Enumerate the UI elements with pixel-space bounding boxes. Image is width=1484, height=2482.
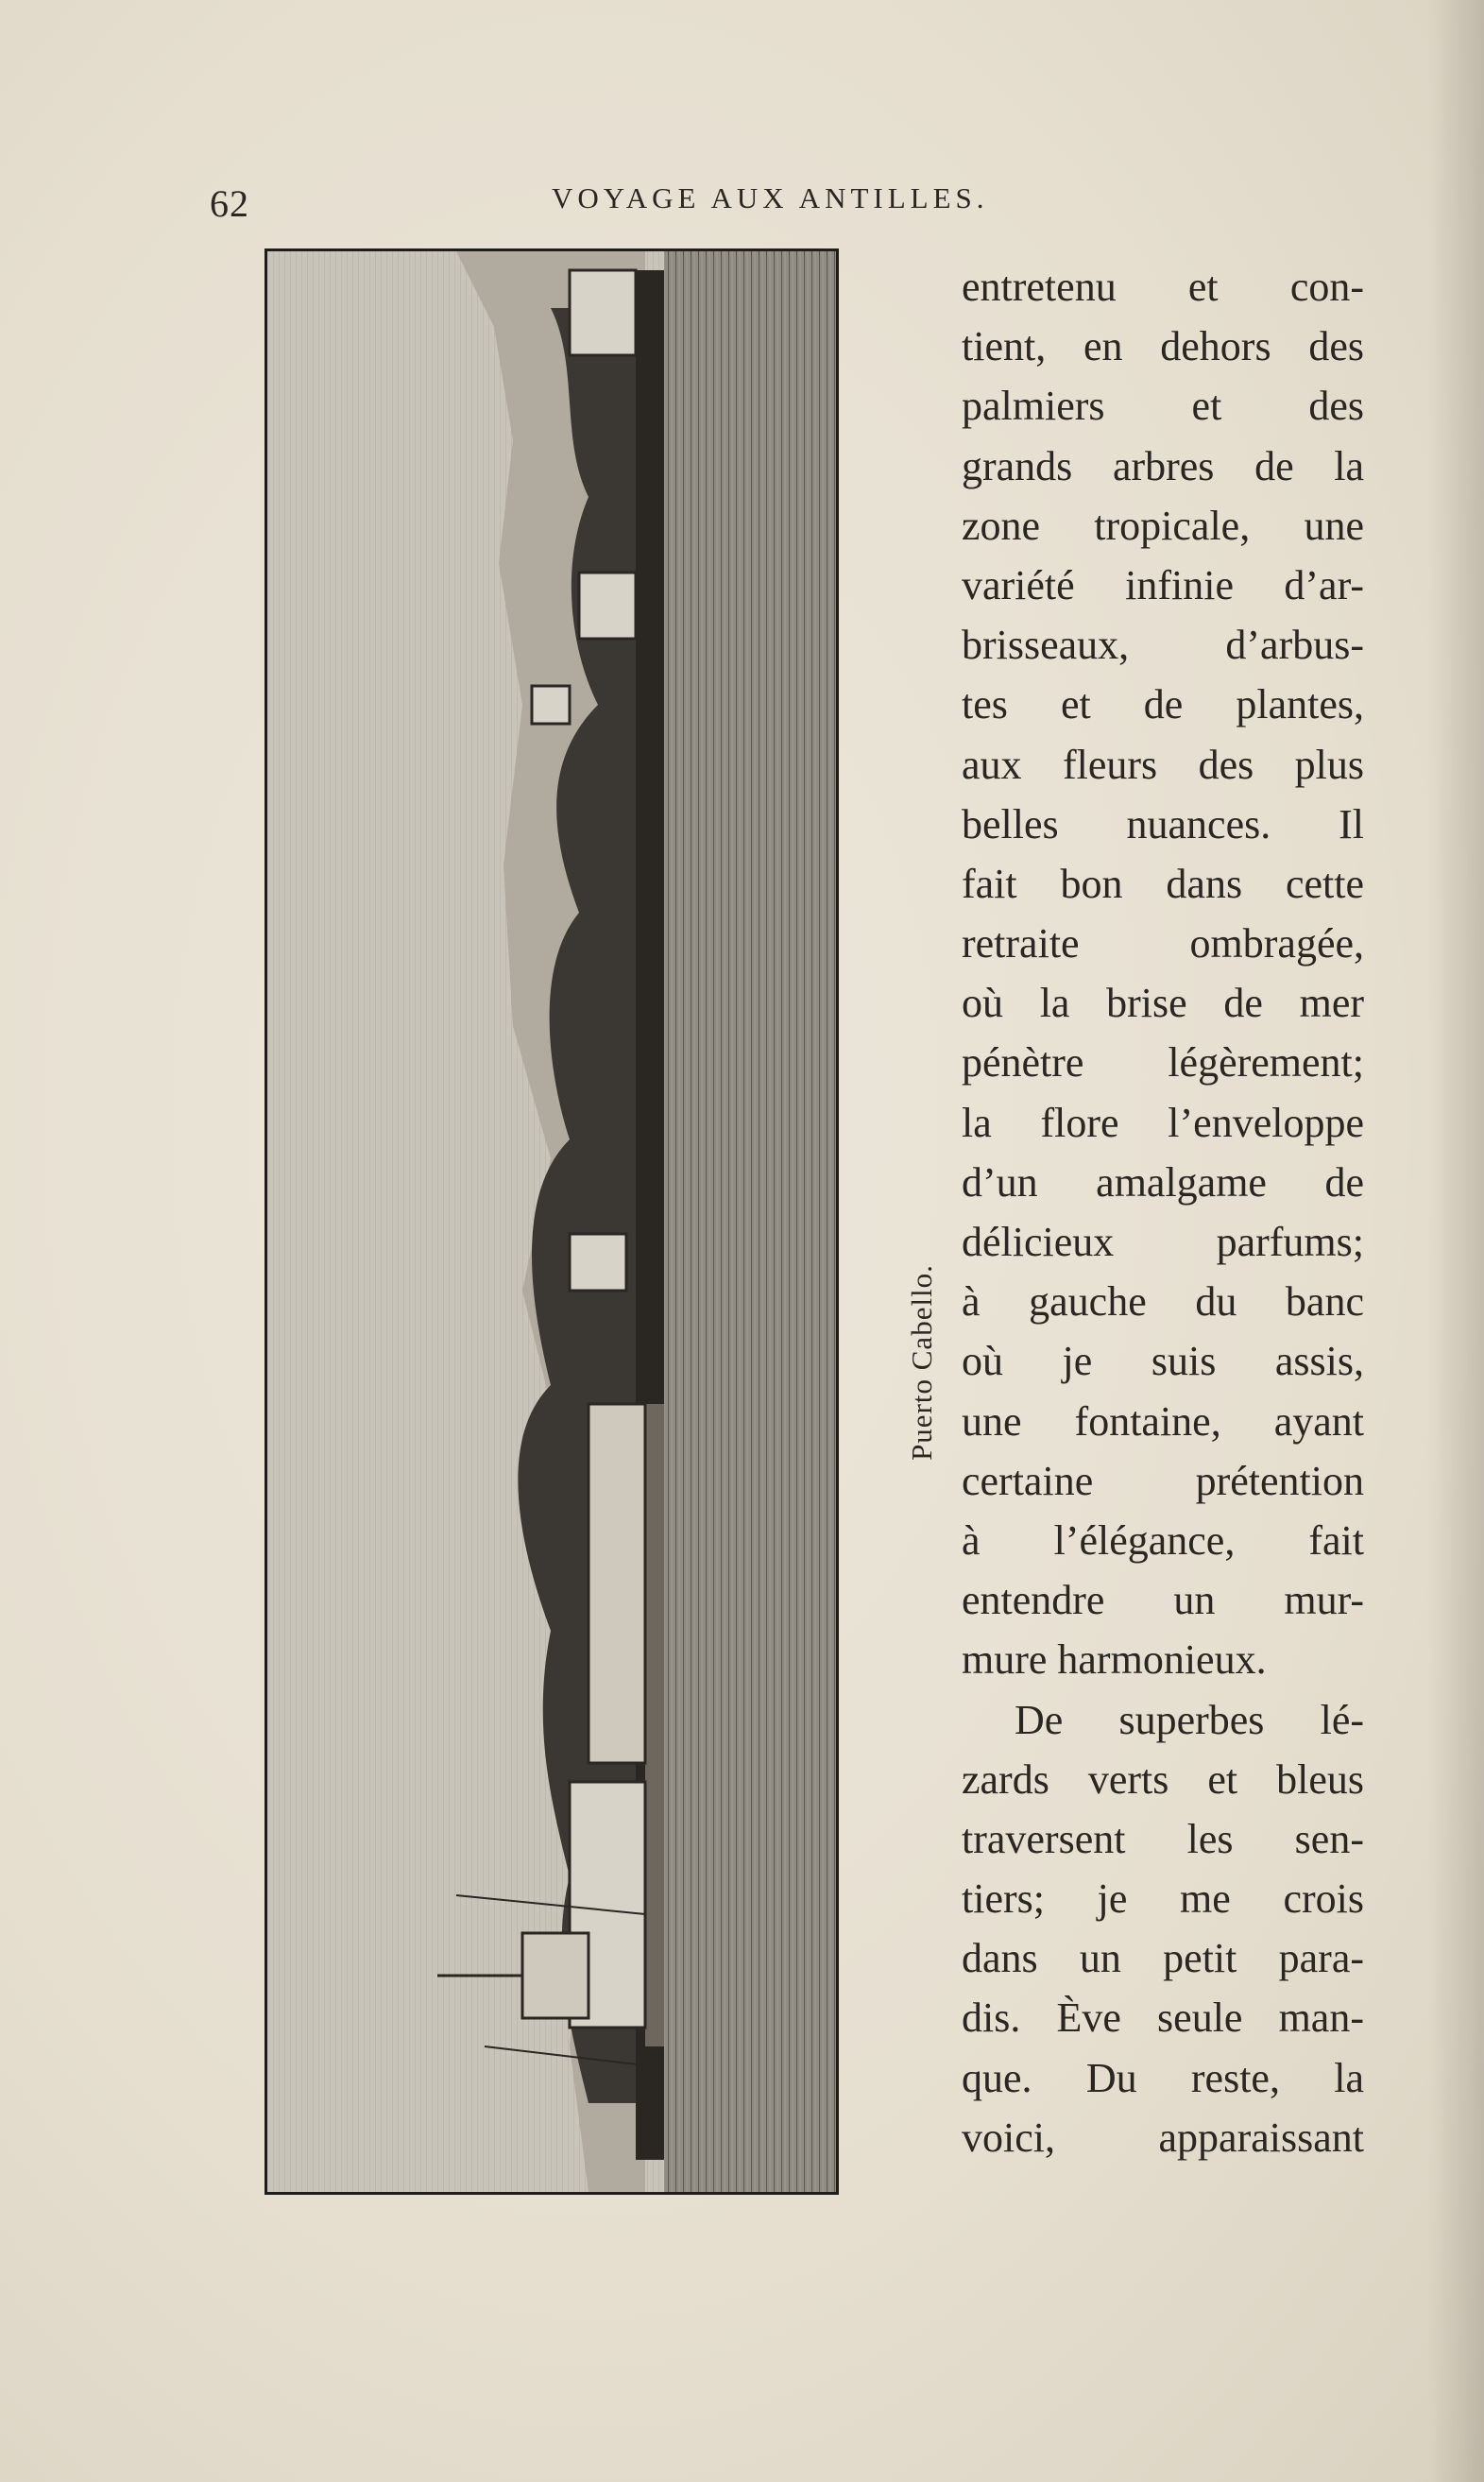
text-line: certaine prétention [962,1457,1364,1504]
text-line: fait bon dans cette [962,860,1364,907]
text-line: d’un amalgame de [962,1158,1364,1206]
text-line: retraite ombragée, [962,920,1364,967]
text-line: entendre un mur- [962,1577,1364,1624]
body-text-column [962,257,1364,2167]
engraving-puerto-cabello [264,248,839,2195]
text-line: à gauche du banc [962,1278,1364,1326]
text-line: zone tropicale, une [962,502,1364,549]
gutter-shadow [1427,0,1484,2482]
text-line: voici, apparaissant [962,2114,1364,2161]
text-line: où je suis assis, [962,1338,1364,1385]
text-line: tient, en dehors des [962,323,1364,370]
text-line: grands arbres de la [962,442,1364,489]
text-line: brisseaux, d’arbus- [962,622,1364,669]
text-line: dans un petit para- [962,1935,1364,1982]
caption-text: Puerto Cabello. [905,1264,938,1461]
text-line: zards verts et bleus [962,1755,1364,1803]
text-line: délicieux parfums; [962,1219,1364,1265]
figure-caption [903,1221,941,1504]
text-line: belles nuances. Il [962,800,1364,847]
text-line: la flore l’enveloppe [962,1099,1364,1146]
text-line: tiers; je me crois [962,1875,1364,1923]
text-line: variété infinie d’ar- [962,561,1364,608]
text-line: De superbes lé- [1015,1696,1364,1743]
text-line: une fontaine, ayant [962,1397,1364,1445]
running-title: VOYAGE AUX ANTILLES. [552,181,989,214]
text-line: où la brise de mer [962,980,1364,1027]
text-line: tes et de plantes, [962,681,1364,728]
engraving-illustration [267,251,836,2192]
text-line: palmiers et des [962,383,1364,430]
text-line: pénètre légèrement; [962,1039,1364,1087]
text-line: traversent les sen- [962,1815,1364,1862]
text-line: à l’élégance, fait [962,1516,1364,1564]
text-line: que. Du reste, la [962,2054,1364,2101]
text-line: entretenu et con- [962,264,1364,310]
text-line: dis. Ève seule man- [962,1994,1364,2042]
text-line: aux fleurs des plus [962,741,1364,788]
page-number: 62 [210,182,249,225]
text-line: mure harmonieux. [962,1636,1267,1684]
